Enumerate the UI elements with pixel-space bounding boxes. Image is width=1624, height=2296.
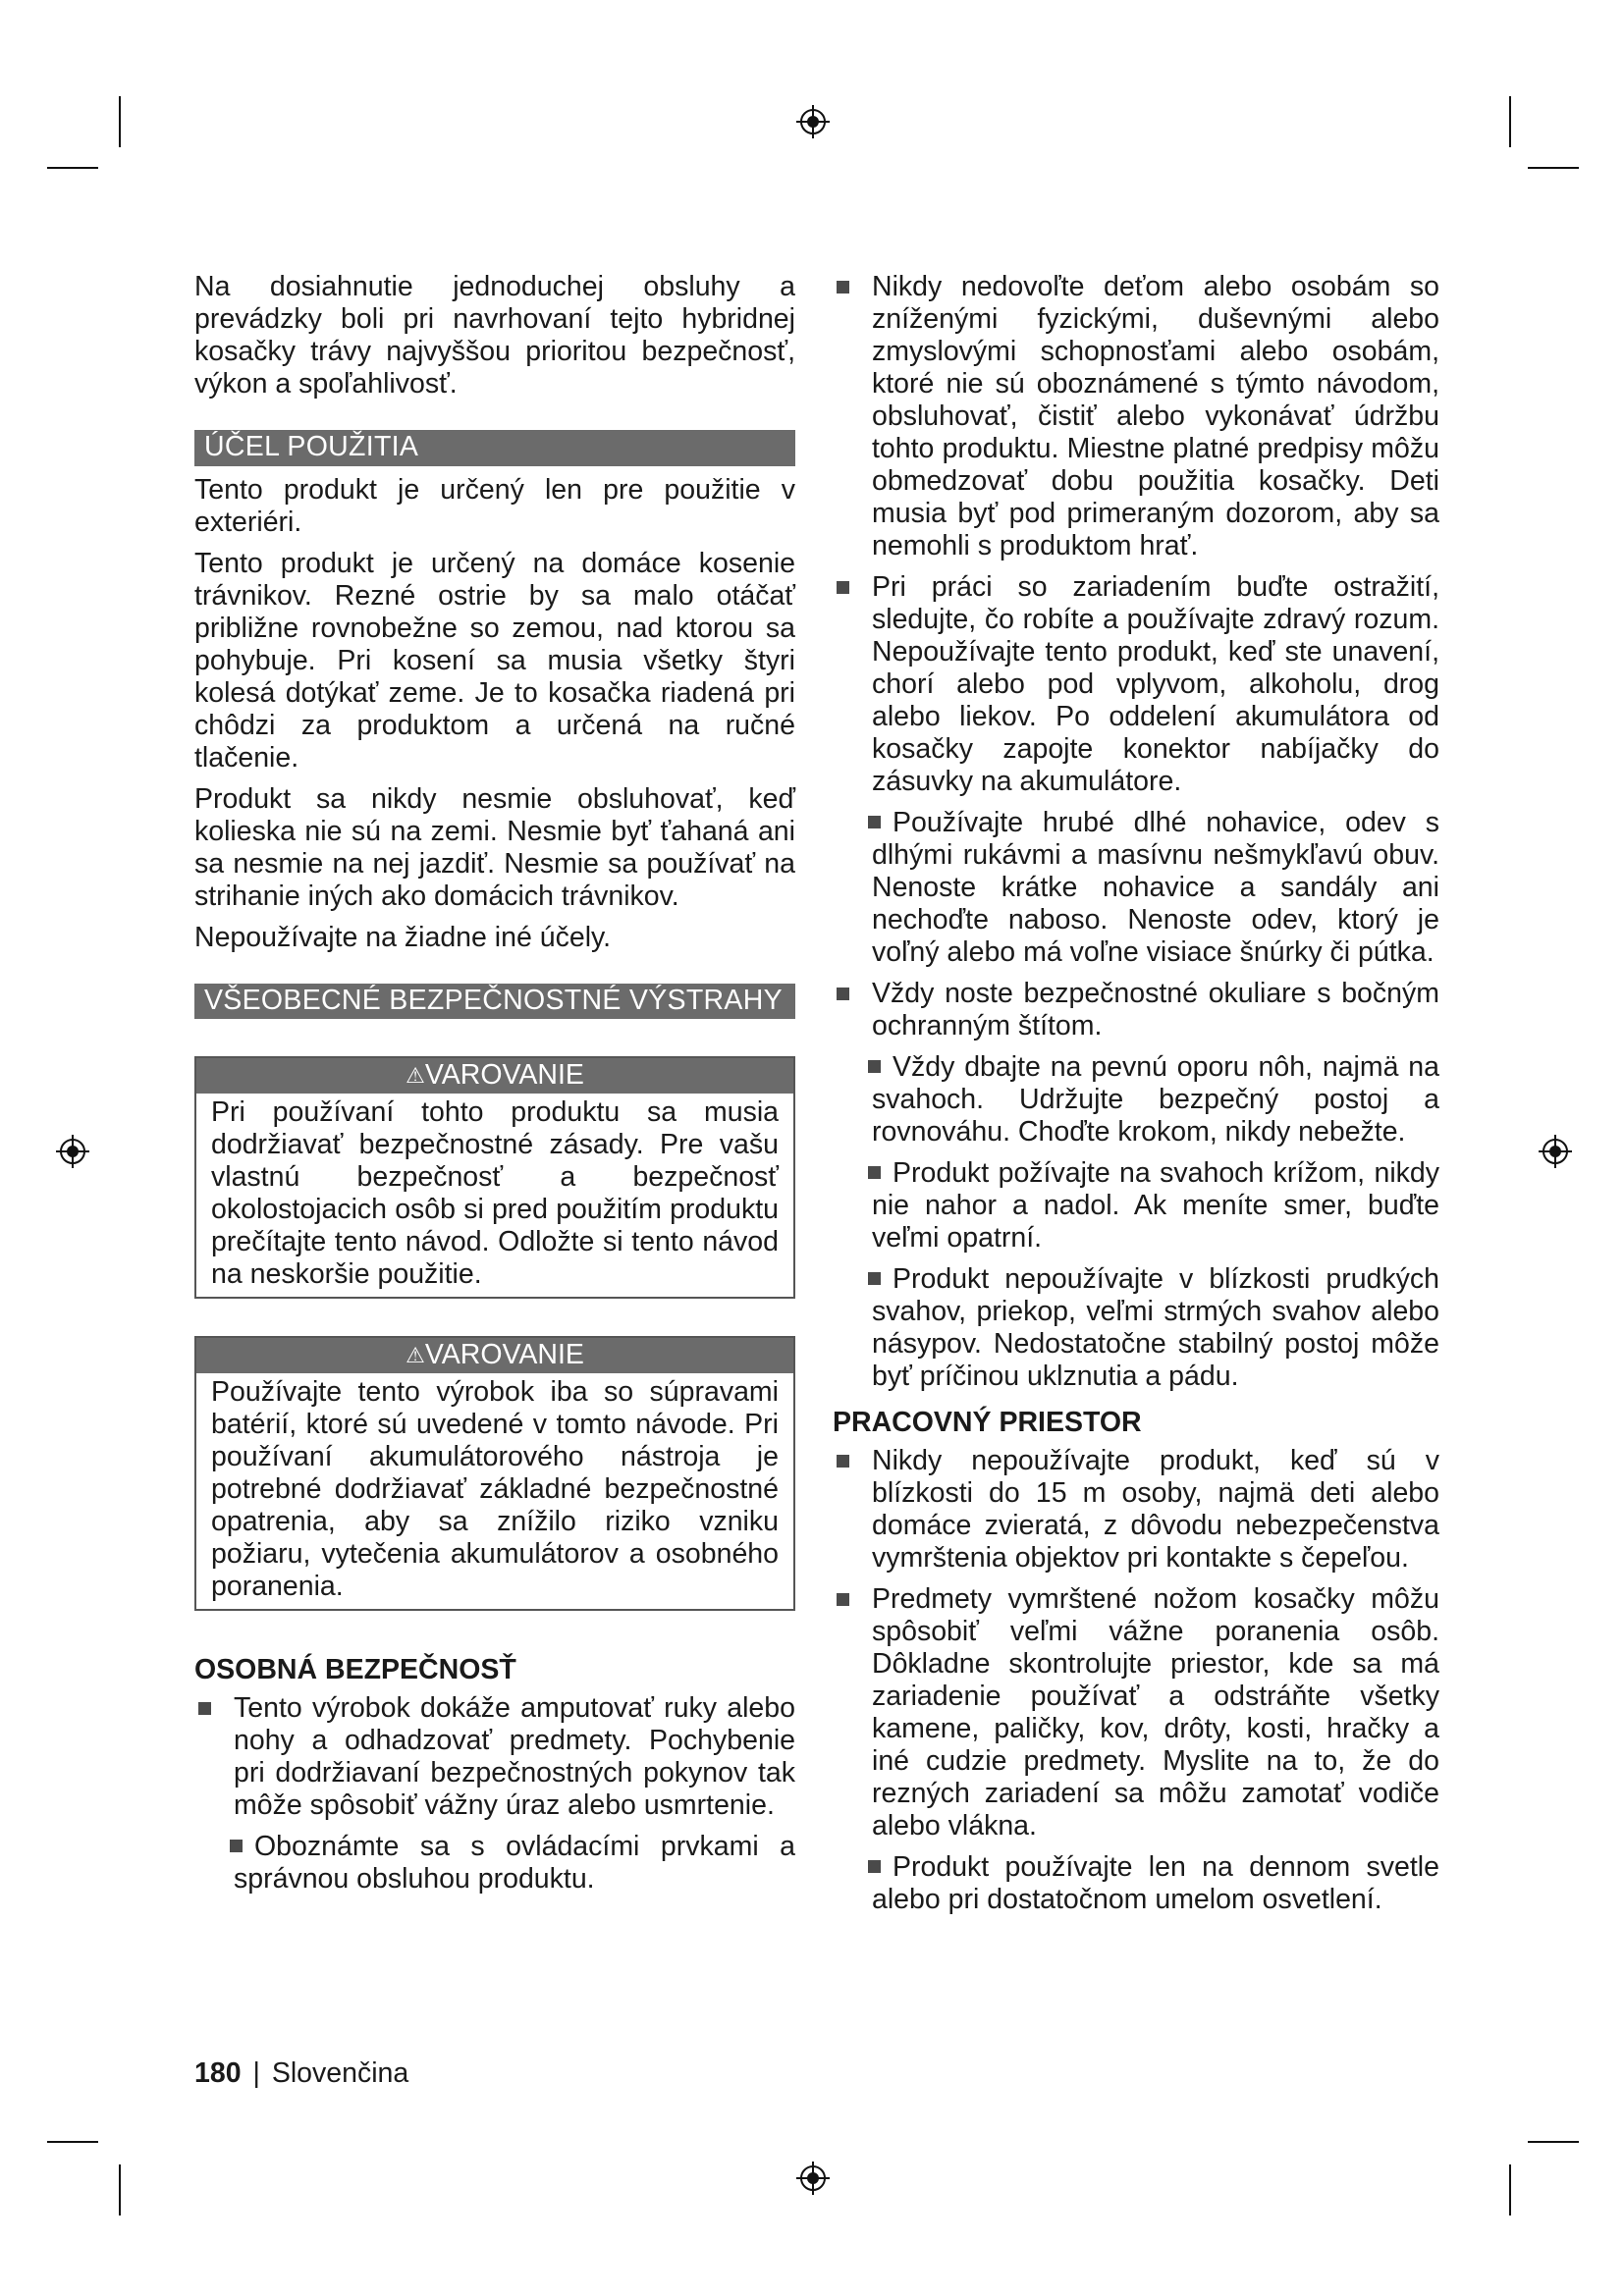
bullet-square-icon bbox=[837, 581, 849, 594]
crop-mark-bottom-left-h bbox=[47, 2141, 98, 2143]
left-column bbox=[194, 271, 795, 1904]
registration-mark-top-icon bbox=[796, 105, 830, 138]
warning-label-1: VAROVANIE bbox=[424, 1059, 584, 1091]
bullet-square-icon bbox=[837, 281, 849, 294]
list-item: Nikdy nepoužívajte produkt, keď sú v blízkosti do 15 m osoby, najmä deti alebo domáce zvieratá, z dôvodu nebezpečenstva vymrštenia objektov pri kontakte s čepeľou. bbox=[833, 1445, 1439, 1575]
bullet-square-icon bbox=[868, 1166, 881, 1179]
list-item: Vždy dbajte na pevnú oporu nôh, najmä na svahoch. Udržujte bezpečný postoj a rovnováhu. Choďte krokom, nikdy nebežte. bbox=[833, 1051, 1439, 1148]
intended-use-paragraph-2: Tento produkt je určený na domáce kosenie trávnikov. Rezné ostrie by sa malo otáčať približne rovnobežne so zemou, nad ktorou sa pohybuje. Pri kosení sa musia všetky štyri kolesá dotýkať zeme. Je to kosačka riadená pri chôdzi za produktom a určená na ručné tlačenie. bbox=[194, 548, 795, 774]
warning-box-1 bbox=[194, 1056, 795, 1299]
page-number: 180 bbox=[194, 2057, 242, 2089]
footer-language: Slovenčina bbox=[271, 2057, 409, 2089]
warning-box-2 bbox=[194, 1336, 795, 1611]
footer-separator: | bbox=[252, 2057, 260, 2089]
list-item: Predmety vymrštené nožom kosačky môžu spôsobiť veľmi vážne poranenia osôb. Dôkladne skontrolujte priestor, kde sa má zariadenie používať a odstráňte všetky kamene, paličky, kov, drôty, kosti, hračky a iné cudzie predmety. Myslite na to, že do rezných zariadení sa môžu zamotať vodiče alebo vlákna. bbox=[833, 1583, 1439, 1842]
bullet-square-icon bbox=[198, 1702, 211, 1715]
crop-mark-bottom-right-h bbox=[1528, 2141, 1579, 2143]
right-column bbox=[833, 271, 1439, 1925]
intended-use-paragraph-4: Nepoužívajte na žiadne iné účely. bbox=[194, 922, 612, 953]
list-item: Pri práci so zariadením buďte ostražití, sledujte, čo robíte a používajte zdravý rozum. Nepoužívajte tento produkt, keď ste unavení, chorí alebo pod vplyvom, alkoholu, drog alebo liekov. Po oddelení akumulátora od kosačky zapojte konektor nabíjačky do zásuvky na akumulátore. bbox=[833, 571, 1439, 798]
bullet-square-icon bbox=[837, 988, 849, 1000]
list-item: Nikdy nedovoľte deťom alebo osobám so zníženými fyzickými, duševnými alebo zmyslovými schopnosťami alebo osobám, ktoré nie sú oboznámené s týmto návodom, obsluhovať, čistiť alebo vykonávať údržbu tohto produktu. Miestne platné predpisy môžu obmedzovať dobu použitia kosačky. Deti musia byť pod primeraným dozorom, aby sa nemohli s produktom hrať. bbox=[833, 271, 1439, 562]
bullet-square-icon bbox=[837, 1593, 849, 1606]
section-title-work-area: PRACOVNÝ PRIESTOR bbox=[833, 1407, 1142, 1438]
section-title-general-safety: VŠEOBECNÉ BEZPEČNOSTNÉ VÝSTRAHY bbox=[194, 984, 795, 1019]
bullet-square-icon bbox=[868, 1060, 881, 1073]
registration-mark-bottom-icon bbox=[796, 2162, 830, 2195]
warning-triangle-icon: ⚠ bbox=[406, 1343, 425, 1367]
intended-use-paragraph-3: Produkt sa nikdy nesmie obsluhovať, keď kolieska nie sú na zemi. Nesmie byť ťahaná ani sa nesmie na nej jazdiť. Nesmie sa používať na strihanie iných ako domácich trávnikov. bbox=[194, 783, 795, 912]
warning-header-2 bbox=[196, 1338, 793, 1373]
list-item: Tento výrobok dokáže amputovať ruky alebo nohy a odhadzovať predmety. Pochybenie pri dodržiavaní bezpečnostných pokynov tak môže spôsobiť vážny úraz alebo usmrtenie. bbox=[194, 1692, 795, 1822]
crop-mark-top-right-v bbox=[1509, 96, 1511, 147]
warning-label-2: VAROVANIE bbox=[424, 1339, 584, 1370]
section-title-intended-use: ÚČEL POUŽITIA bbox=[194, 430, 795, 466]
crop-mark-top-left-h bbox=[47, 167, 98, 169]
list-item: Používajte hrubé dlhé nohavice, odev s dlhými rukávmi a masívnu nešmykľavú obuv. Nenoste krátke nohavice a sandály ani nechoďte naboso. Nenoste odev, ktorý je voľný alebo má voľne visiace šnúrky či pútka. bbox=[833, 807, 1439, 969]
warning-triangle-icon: ⚠ bbox=[406, 1063, 425, 1088]
warning-body-2 bbox=[196, 1373, 793, 1609]
list-item: Produkt požívajte na svahoch krížom, nikdy nie nahor a nadol. Ak meníte smer, buďte veľmi opatrní. bbox=[833, 1157, 1439, 1255]
bullet-square-icon bbox=[868, 816, 881, 828]
list-item: Oboznámte sa s ovládacími prvkami a správnou obsluhou produktu. bbox=[194, 1831, 795, 1896]
bullet-square-icon bbox=[868, 1860, 881, 1873]
intro-paragraph: Na dosiahnutie jednoduchej obsluhy a prevádzky boli pri navrhovaní tejto hybridnej kosačky trávy najvyššou prioritou bezpečnosť, výkon a spoľahlivosť. bbox=[194, 271, 795, 400]
warning-text-1: Pri používaní tohto produktu sa musia dodržiavať bezpečnostné zásady. Pre vašu vlastnú bezpečnosť a bezpečnosť okolostojacich osôb si pred použitím produktu prečítajte tento návod. Odložte si tento návod na neskoršie použitie. bbox=[211, 1096, 779, 1290]
intended-use-paragraph-1: Tento produkt je určený len pre použitie v exteriéri. bbox=[194, 474, 795, 538]
list-item: Produkt používajte len na dennom svetle alebo pri dostatočnom umelom osvetlení. bbox=[833, 1851, 1439, 1916]
warning-header-1 bbox=[196, 1058, 793, 1094]
page-footer bbox=[194, 2057, 408, 2090]
section-title-personal-safety: OSOBNÁ BEZPEČNOSŤ bbox=[194, 1654, 516, 1685]
registration-mark-left-icon bbox=[56, 1135, 89, 1168]
crop-mark-top-right-h bbox=[1528, 167, 1579, 169]
crop-mark-bottom-right-v bbox=[1509, 2164, 1511, 2216]
warning-body-1 bbox=[196, 1094, 793, 1297]
crop-mark-bottom-left-v bbox=[119, 2164, 121, 2216]
list-item: Vždy noste bezpečnostné okuliare s bočným ochranným štítom. bbox=[833, 978, 1439, 1042]
warning-text-2: Používajte tento výrobok iba so súpravami batérií, ktoré sú uvedené v tomto návode. Pri používaní akumulátorového nástroja je potrebné dodržiavať základné bezpečnostné opatrenia, aby sa znížilo riziko vzniku požiaru, vytečenia akumulátorov a osobného poranenia. bbox=[211, 1376, 779, 1602]
bullet-square-icon bbox=[230, 1840, 243, 1852]
registration-mark-right-icon bbox=[1539, 1135, 1572, 1168]
bullet-square-icon bbox=[868, 1272, 881, 1285]
crop-mark-top-left-v bbox=[119, 96, 121, 147]
list-item: Produkt nepoužívajte v blízkosti prudkých svahov, priekop, veľmi strmých svahov alebo násypov. Nedostatočne stabilný postoj môže byť príčinou uklznutia a pádu. bbox=[833, 1263, 1439, 1393]
bullet-square-icon bbox=[837, 1455, 849, 1468]
